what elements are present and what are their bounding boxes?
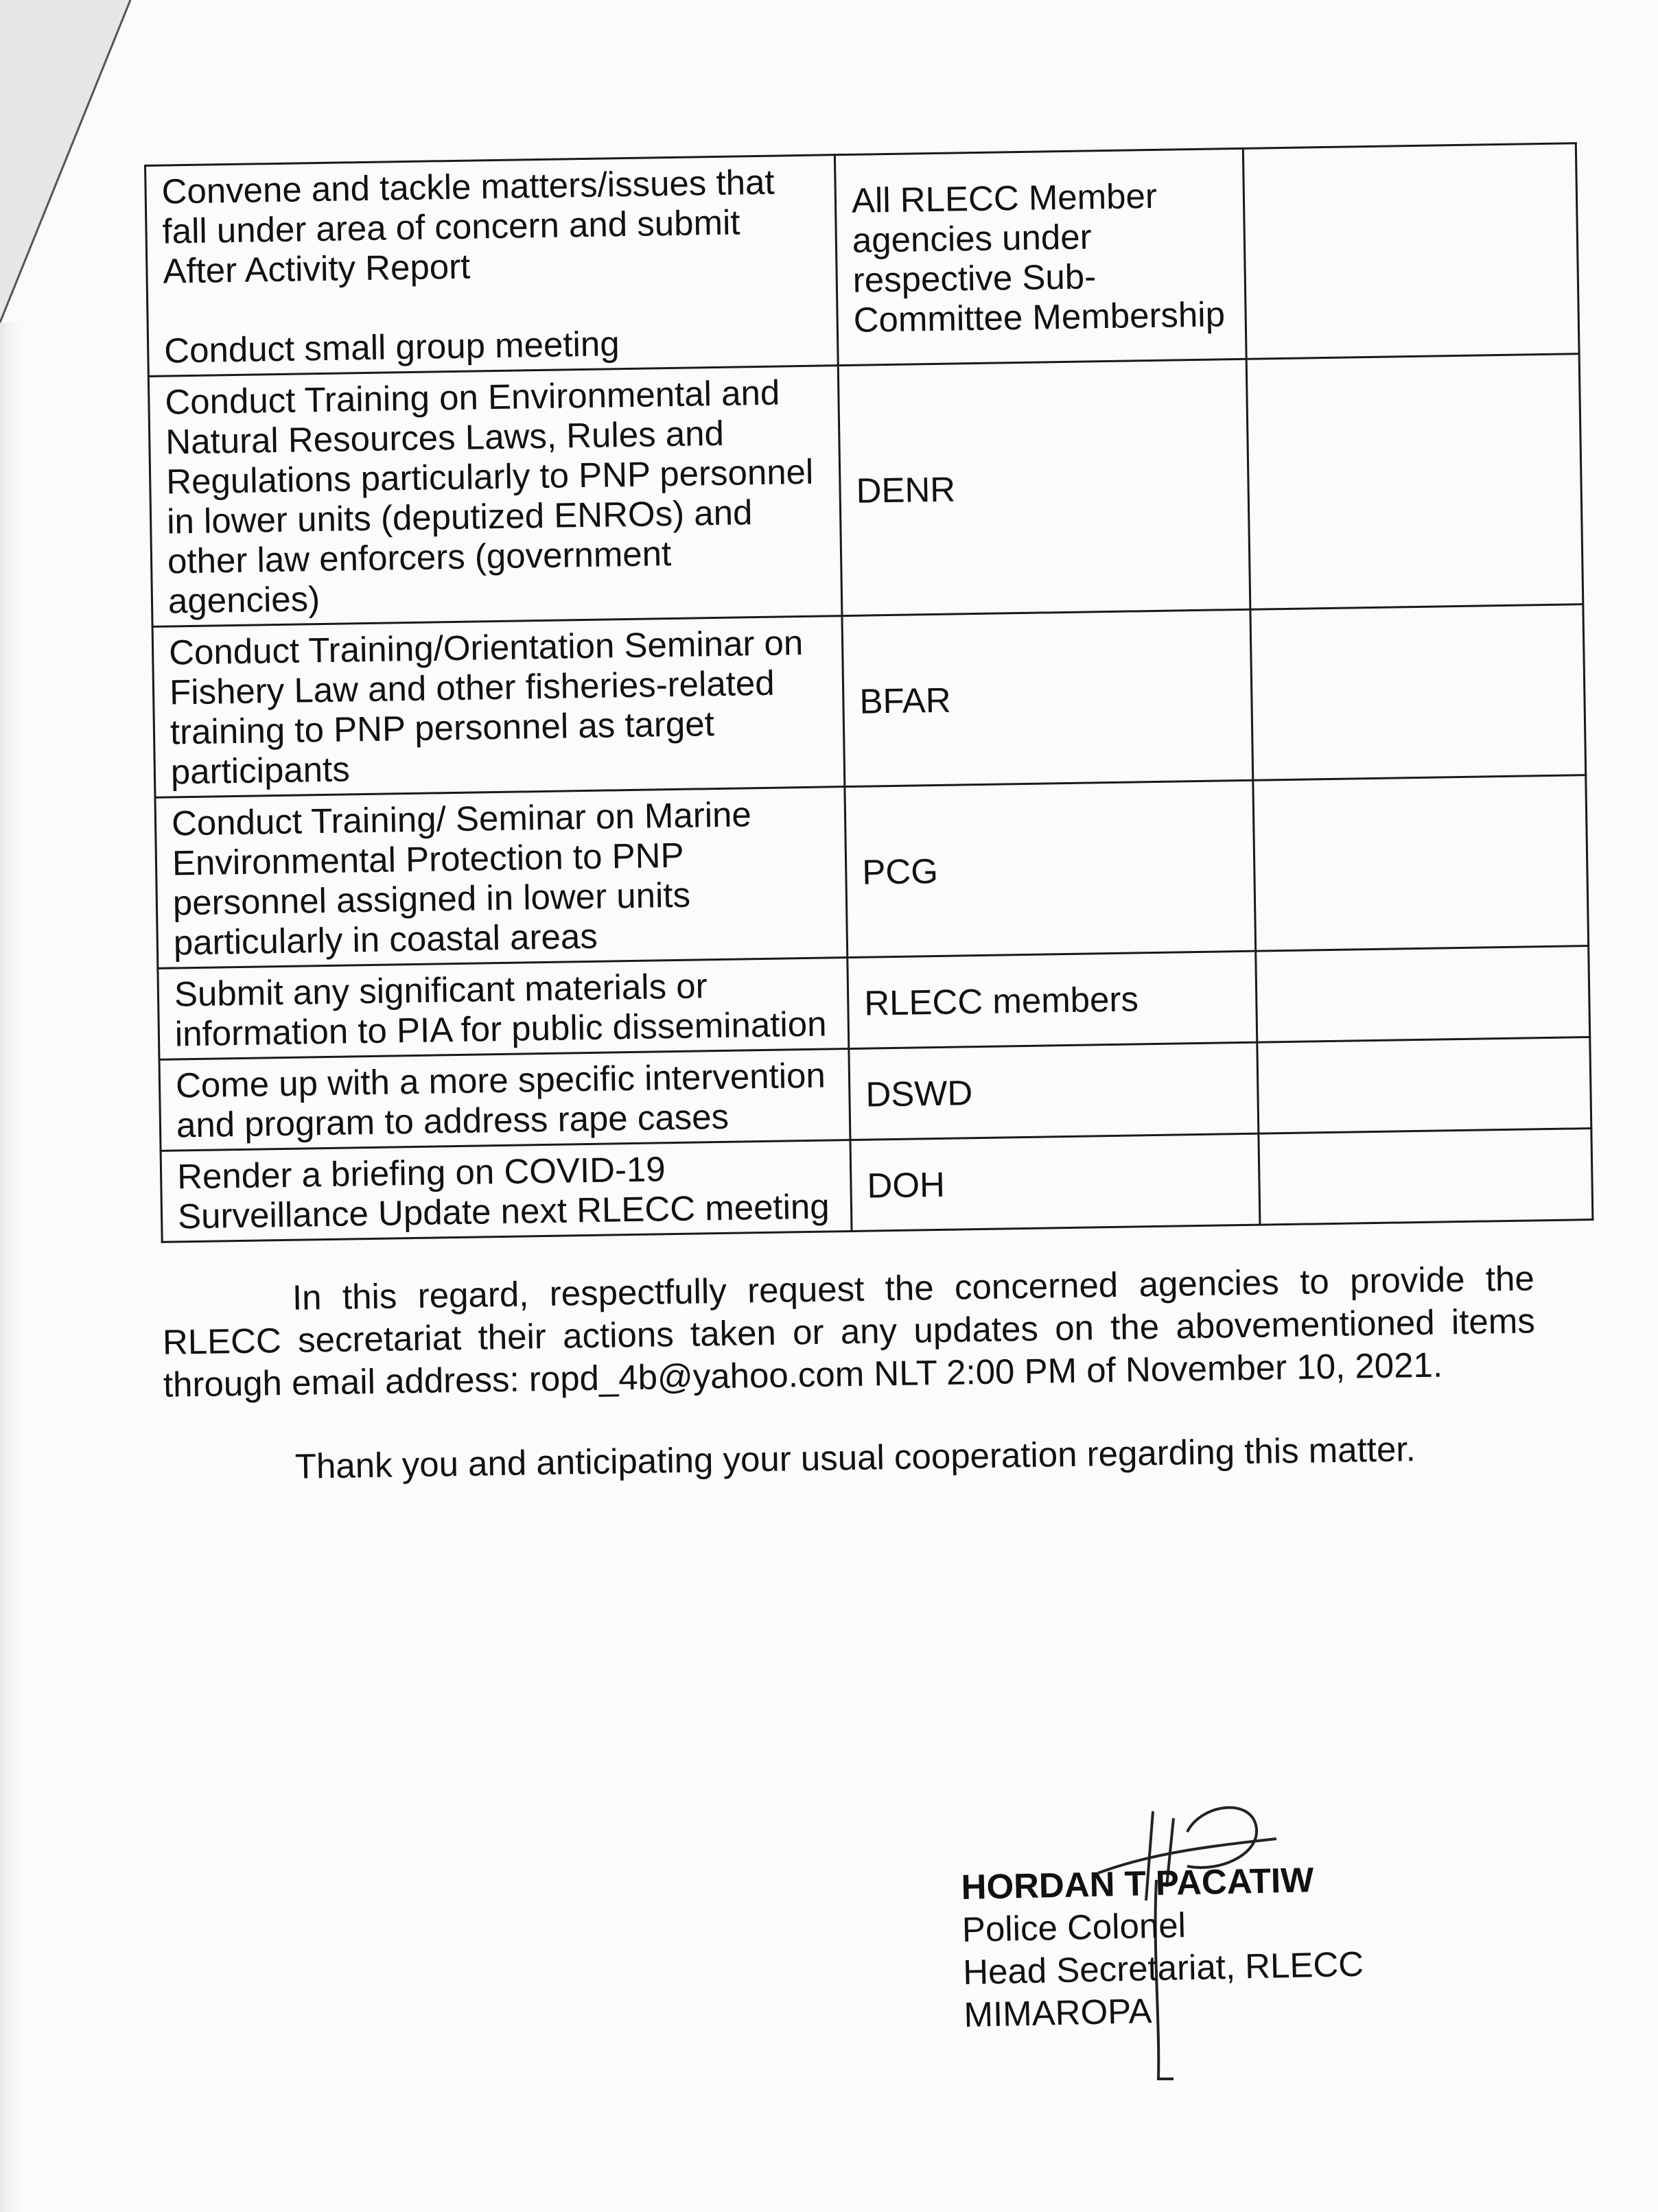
task-text: Conduct small group meeting: [163, 324, 620, 370]
signature-block: [961, 1858, 1365, 2036]
remarks-cell: [1243, 143, 1579, 360]
task-text: Render a briefing on COVID-19 Surveillance Update next RLECC meeting: [176, 1149, 830, 1236]
task-cell: [145, 155, 839, 377]
signatory-rank: Police Colonel: [961, 1905, 1187, 1949]
signatory-name: HORDAN T PACATIW: [961, 1860, 1314, 1907]
agency-cell: DOH: [850, 1133, 1260, 1231]
agency-cell: PCG: [845, 780, 1256, 957]
document-body: [144, 143, 1565, 1490]
agency-cell: BFAR: [842, 609, 1253, 786]
task-cell: [152, 616, 845, 798]
agency-cell: All RLECC Member agencies under respective Sub-Committee Membership: [834, 148, 1246, 365]
agency-cell: RLECC members: [848, 951, 1257, 1048]
signatory-region: MIMAROPA: [963, 1991, 1152, 2034]
table-row: [152, 604, 1586, 798]
table-row: [155, 775, 1589, 969]
task-text: Submit any significant materials or information to PIA for public dissemination: [174, 966, 827, 1054]
remarks-cell: [1256, 946, 1590, 1043]
request-paragraph: In this regard, respectfully request the concerned agencies to provide the RLECC secretariat their actions taken or any updates on the abovementioned items through email address: ropd_4b@yahoo.com NLT 2:00 PM of November 10, 2021.: [162, 1258, 1536, 1404]
task-text: Conduct Training/ Seminar on Marine Environmental Protection to PNP personnel assigned in lower units particularly in coastal areas: [171, 795, 752, 963]
task-text: Conduct Training on Environmental and Natural Resources Laws, Rules and Regulations particularly to PNP personnel in lower units (deputized ENROs) and other law enforcers (government agencies): [164, 373, 814, 621]
agency-cell: DENR: [838, 359, 1250, 615]
table-row: [145, 143, 1580, 377]
remarks-cell: [1246, 354, 1583, 610]
task-text: Conduct Training/Orientation Seminar on Fishery Law and other fisheries-related training to PNP personnel as target participants: [168, 623, 804, 792]
task-cell: [159, 1049, 850, 1151]
action-items-table: [144, 142, 1593, 1243]
agency-cell: DSWD: [849, 1042, 1259, 1140]
task-cell: [158, 958, 849, 1060]
remarks-cell: [1250, 604, 1586, 781]
task-cell: [161, 1140, 852, 1243]
task-text: Come up with a more specific intervention and program to address rape cases: [175, 1055, 826, 1145]
remarks-cell: [1257, 1037, 1591, 1134]
table-row: [148, 354, 1583, 627]
task-cell: [155, 787, 848, 969]
remarks-cell: [1259, 1129, 1593, 1225]
remarks-cell: [1253, 775, 1589, 952]
task-text: Convene and tackle matters/issues that fall under area of concern and submit After Activity Report: [161, 162, 775, 291]
closing-paragraph: Thank you and anticipating your usual cooperation regarding this matter.: [294, 1429, 1416, 1486]
task-cell: [148, 366, 842, 627]
signatory-position: Head Secretariat, RLECC: [962, 1944, 1364, 1992]
